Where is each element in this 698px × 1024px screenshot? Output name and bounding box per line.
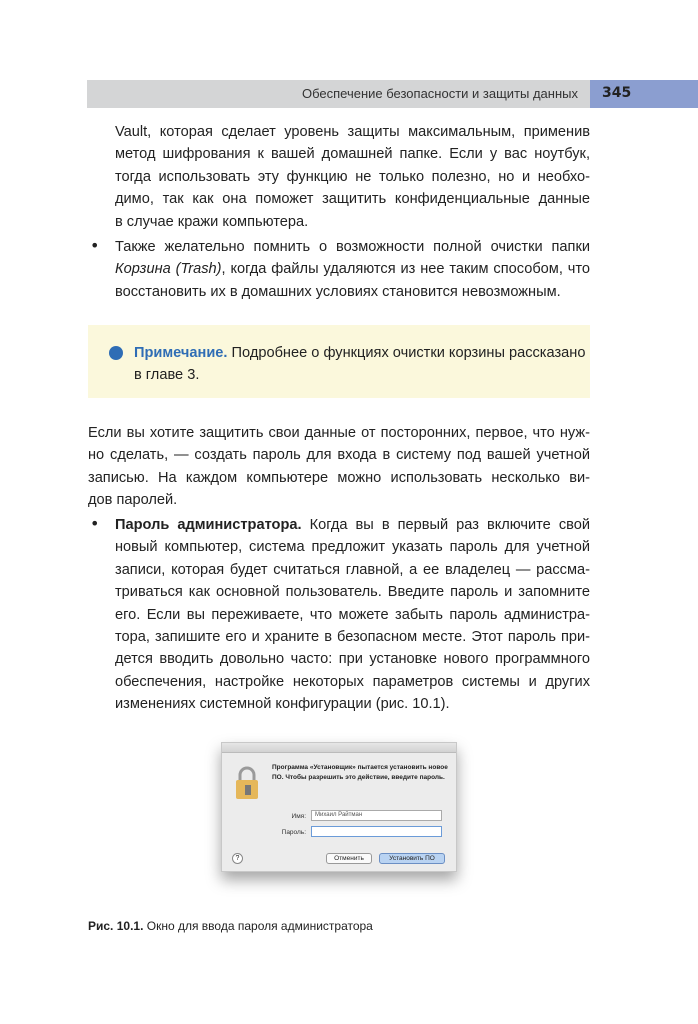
text-line: Если вы хотите защитить свои данные от посторонних, первое, что нуж- [88,425,590,441]
text-line: метод шифрования к вашей домашней папке. Если у вас ноутбук, [115,146,590,163]
lock-icon [234,765,260,801]
text-line: тогда использовать эту функцию не только полезно, но и необхо- [115,168,590,185]
bullet: • [90,514,100,533]
text-line: димо, так как она поможет защитить конфиденциальные данные [115,191,590,208]
text-line: новый компьютер, система предложит указать пароль для учетной [115,539,590,556]
text-line: триваться как основной пользователь. Введите пароль и запомните [115,584,590,601]
bullet: • [90,236,100,255]
text-line: записи, которая будет считаться главной, а ее владелец — рассма- [115,561,590,578]
name-label: Имя: [291,813,306,820]
name-input[interactable]: Михаил Райтман [311,810,442,821]
paragraph [88,422,590,512]
text: Когда вы в первый раз включите свой [301,517,590,533]
running-header [87,80,590,108]
install-button[interactable]: Установить ПО [379,853,445,864]
note-text: Подробнее о функциях очистки корзины рассказано [227,345,586,361]
text-line: но сделать, — создать пароль для входа в систему под вашей учетной [88,447,590,464]
dialog-message: Программа «Установщик» пытается установить новое ПО. Чтобы разрешить это действие, введите пароль. [272,764,448,781]
section-title: Обеспечение безопасности и защиты данных [301,86,578,101]
bullet-item-admin-password [115,514,590,716]
text-line: изменениях системной конфигурации (рис. 10.1). [115,696,450,713]
bold-term: Пароль администратора. [115,517,302,533]
help-button[interactable]: ? [232,853,243,864]
text-line: дется вводить довольно часто: при установке нового программного [115,651,590,668]
paragraph-continued [115,121,590,233]
italic-term: Корзина (Trash) [115,261,222,278]
text-line: записью. На каждом компьютере можно использовать несколько ви- [88,469,590,486]
text-line: восстановить их в домашних условиях становится невозможным. [115,283,561,300]
page-number-box [590,80,698,108]
password-label: Пароль: [281,829,306,836]
caption-text: Окно для ввода пароля администратора [143,919,373,933]
text: , когда файлы удаляются из нее таким способом, что [221,261,590,278]
text-line: обеспечения, настройке некоторых параметров системы и других [115,673,590,690]
text-line: в случае кражи компьютера. [115,213,309,230]
dialog-titlebar [222,743,456,753]
figure-caption [88,919,373,933]
note-box [88,325,590,398]
page-number: 345 [602,85,632,101]
note-label: Примечание. [134,345,228,361]
text-line: Vault, которая сделает уровень защиты максимальным, применив [115,124,590,140]
text-line: его. Если вы переживаете, что можете забыть пароль администра- [115,606,590,623]
cancel-button[interactable]: Отменить [326,853,372,864]
caption-label: Рис. 10.1. [88,919,144,933]
text-line: тора, запишите его и храните в безопасном месте. Этот пароль при- [115,629,590,646]
text-line: Также желательно помнить о возможности полной очистки папки [115,239,590,255]
password-dialog-figure [221,742,457,872]
password-input[interactable] [311,826,442,837]
note-text: в главе 3. [134,367,200,384]
bullet-item-trash [115,236,590,303]
text-line: дов паролей. [88,492,178,509]
note-dot-icon [109,346,123,360]
